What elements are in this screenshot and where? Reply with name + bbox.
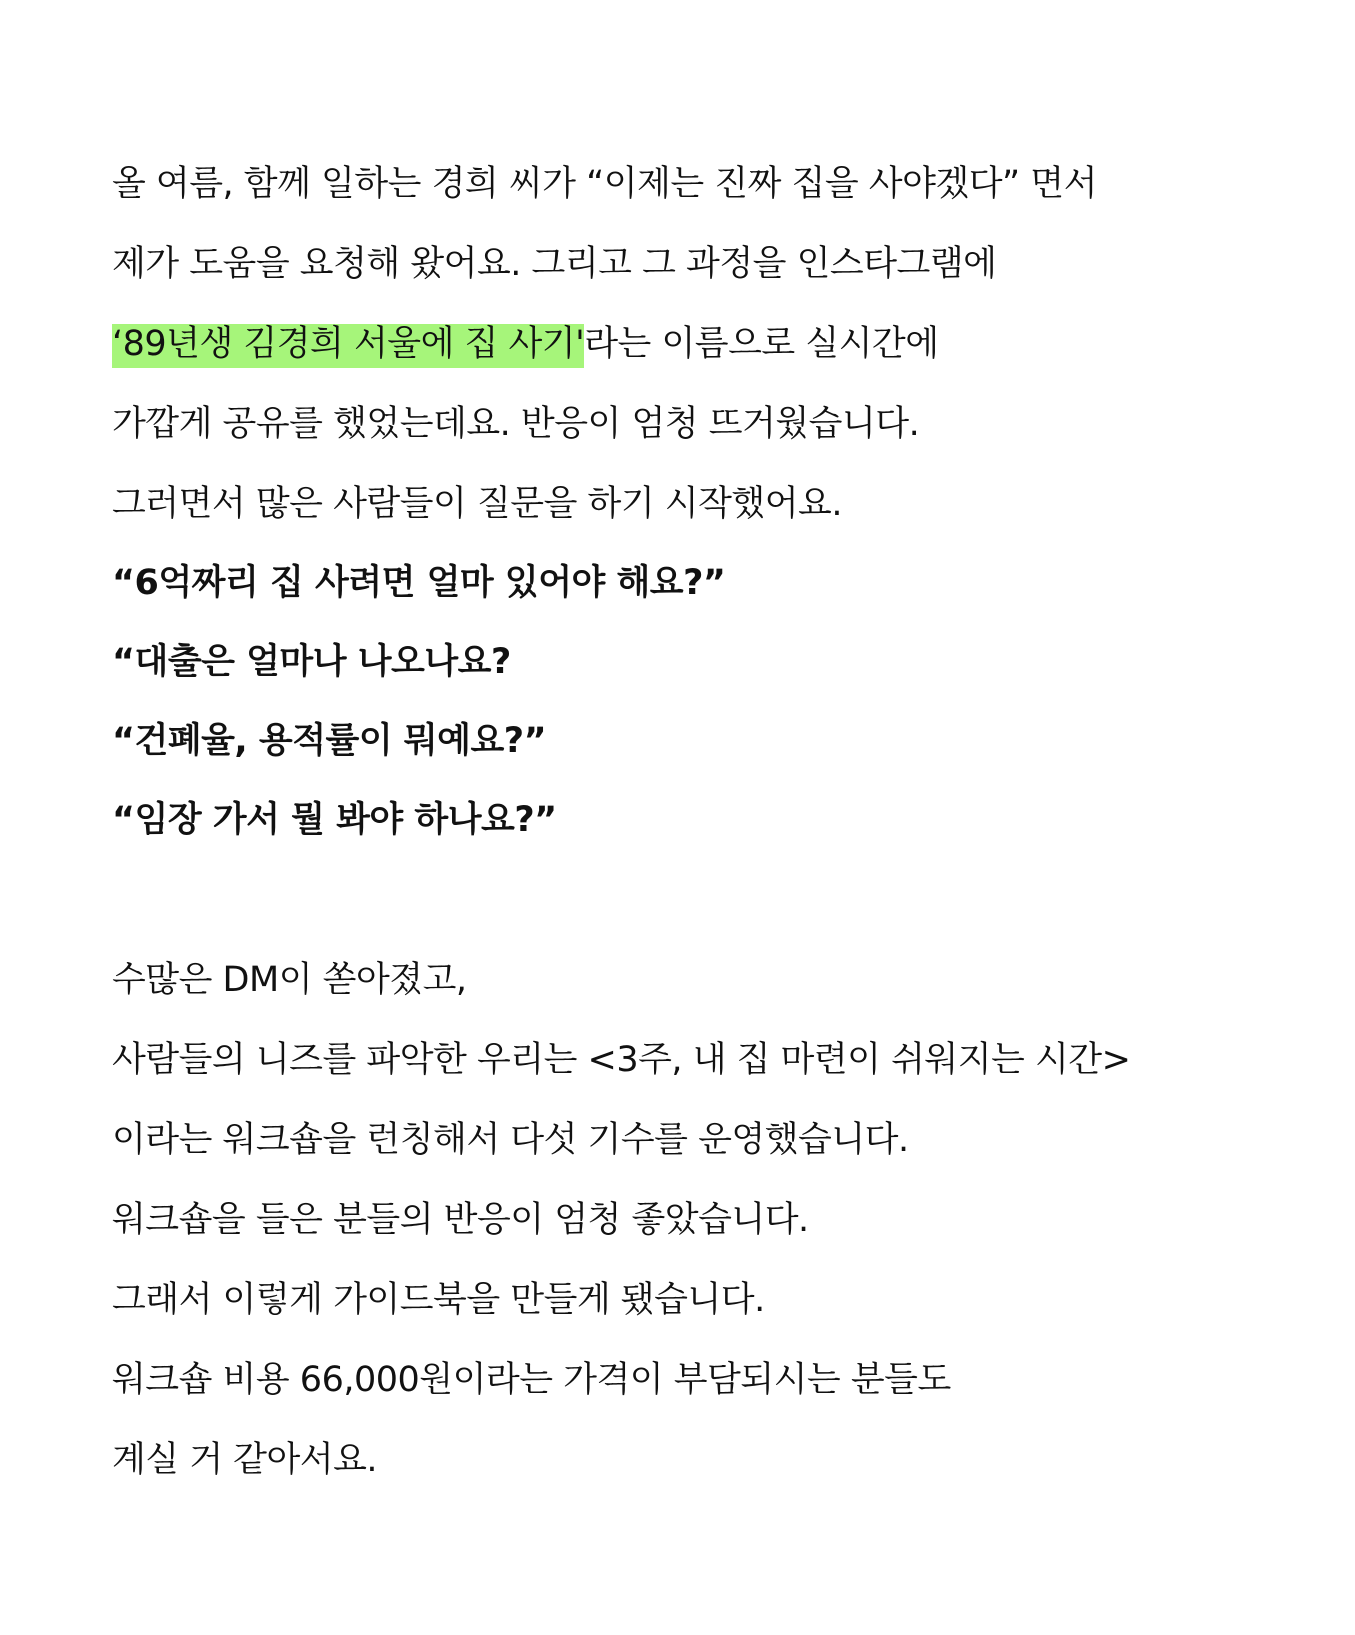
intro-line-3-rest: 라는 이름으로 실시간에 xyxy=(584,324,939,364)
question-item: “6억짜리 집 사려면 얼마 있어야 해요?” xyxy=(112,563,726,603)
highlighted-title: ‘89년생 김경희 서울에 집 사기' xyxy=(112,324,584,368)
outro-line: 수많은 DM이 쏟아졌고, xyxy=(112,960,467,1000)
intro-line-3 xyxy=(112,324,1312,364)
intro-line-2: 제가 도움을 요청해 왔어요. 그리고 그 과정을 인스타그램에 xyxy=(112,244,997,284)
outro-line: 사람들의 니즈를 파악한 우리는 <3주, 내 집 마련이 쉬워지는 시간> xyxy=(112,1040,1131,1080)
intro-line-5: 그러면서 많은 사람들이 질문을 하기 시작했어요. xyxy=(112,484,842,524)
document-body xyxy=(112,164,1312,1480)
question-item: “임장 가서 뭘 봐야 하나요?” xyxy=(112,800,557,840)
intro-paragraph xyxy=(112,164,1312,524)
intro-line-1: 올 여름, 함께 일하는 경희 씨가 “이제는 진짜 집을 사야겠다” 면서 xyxy=(112,164,1097,204)
intro-line-4: 가깝게 공유를 했었는데요. 반응이 엄청 뜨거웠습니다. xyxy=(112,404,920,444)
question-item: “건폐율, 용적률이 뭐예요?” xyxy=(112,721,547,761)
question-item: “대출은 얼마나 나오나요? xyxy=(112,642,511,682)
questions-list xyxy=(112,563,1312,840)
outro-line: 이라는 워크숍을 런칭해서 다섯 기수를 운영했습니다. xyxy=(112,1120,909,1160)
outro-line: 계실 거 같아서요. xyxy=(112,1440,378,1480)
outro-line: 그래서 이렇게 가이드북을 만들게 됐습니다. xyxy=(112,1280,765,1320)
outro-paragraph xyxy=(112,960,1312,1480)
outro-line: 워크숍을 들은 분들의 반응이 엄청 좋았습니다. xyxy=(112,1200,809,1240)
outro-line: 워크숍 비용 66,000원이라는 가격이 부담되시는 분들도 xyxy=(112,1360,951,1400)
